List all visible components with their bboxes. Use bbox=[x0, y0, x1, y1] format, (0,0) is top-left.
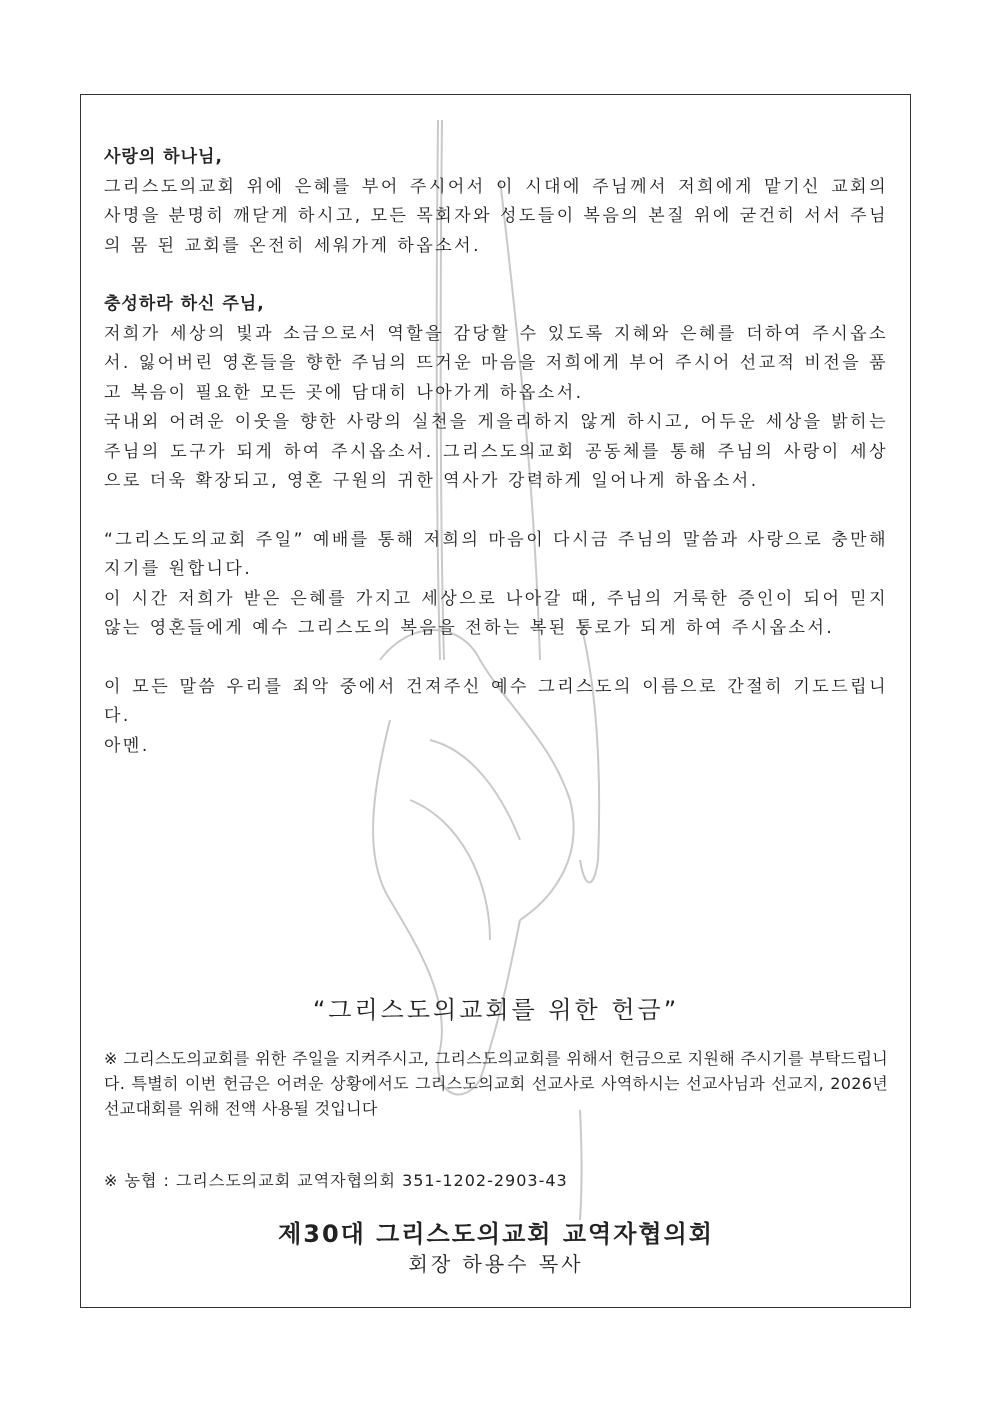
prayer-paragraph: 그리스도의교회 위에 은혜를 부어 주시어서 이 시대에 주님께서 저희에게 맡기신 교회의 사명을 분명히 깨닫게 하시고, 모든 목회자와 성도들이 복음의 본질 위에 굳건히 서서 주님의 몸 된 교회를 온전히 세워가게 하옵소서. bbox=[104, 176, 888, 256]
prayer-paragraph: 이 모든 말씀 우리를 죄악 중에서 건져주신 예수 그리스도의 이름으로 간절히 기도드립니다. bbox=[104, 676, 888, 726]
signature-organization: 제30대 그리스도의교회 교역자협의회 bbox=[278, 1220, 714, 1248]
prayer-text bbox=[104, 143, 888, 761]
prayer-paragraph: 저희가 세상의 빛과 소금으로서 역할을 감당할 수 있도록 지혜와 은혜를 더하여 주시옵소서. 잃어버린 영혼들을 향한 주님의 뜨거운 마음을 저희에게 부어 주시어 선교적 비전을 품고 복음이 필요한 모든 곳에 담대히 나아가게 하옵소서. bbox=[104, 323, 888, 403]
bank-account-info: ※ 농협 : 그리스도의교회 교역자협의회 351-1202-2903-43 bbox=[104, 1171, 568, 1190]
prayer-heading-faithful: 충성하라 하신 주님, bbox=[104, 294, 265, 314]
prayer-heading-love: 사랑의 하나님, bbox=[104, 147, 223, 167]
offering-notice: ※ 그리스도의교회를 위한 주일을 지켜주시고, 그리스도의교회를 위해서 헌금으로 지원해 주시기를 부탁드립니다. 특별히 이번 헌금은 어려운 상황에서도 그리스도의교회 선교사로 사역하시는 선교사님과 선교지, 2026년 선교대회를 위해 전액 사용될 것입니다 bbox=[104, 1049, 888, 1118]
signature-name: 회장 하용수 목사 bbox=[408, 1252, 584, 1276]
offering-title: “그리스도의교회를 위한 헌금” bbox=[312, 996, 680, 1024]
prayer-paragraph: “그리스도의교회 주일” 예배를 통해 저희의 마음이 다시금 주님의 말씀과 사랑으로 충만해지기를 원합니다. bbox=[104, 529, 888, 579]
prayer-paragraph: 이 시간 저희가 받은 은혜를 가지고 세상으로 나아갈 때, 주님의 거룩한 증인이 되어 믿지 않는 영혼들에게 예수 그리스도의 복음을 전하는 복된 통로가 되게 하여 주시옵소서. bbox=[104, 588, 888, 638]
amen-text: 아멘. bbox=[104, 735, 150, 756]
prayer-paragraph: 국내외 어려운 이웃을 향한 사랑의 실천을 게을리하지 않게 하시고, 어두운 세상을 밝히는 주님의 도구가 되게 하여 주시옵소서. 그리스도의교회 공동체를 통해 주님의 사랑이 세상으로 더욱 확장되고, 영혼 구원의 귀한 역사가 강력하게 일어나게 하옵소서. bbox=[104, 412, 888, 491]
